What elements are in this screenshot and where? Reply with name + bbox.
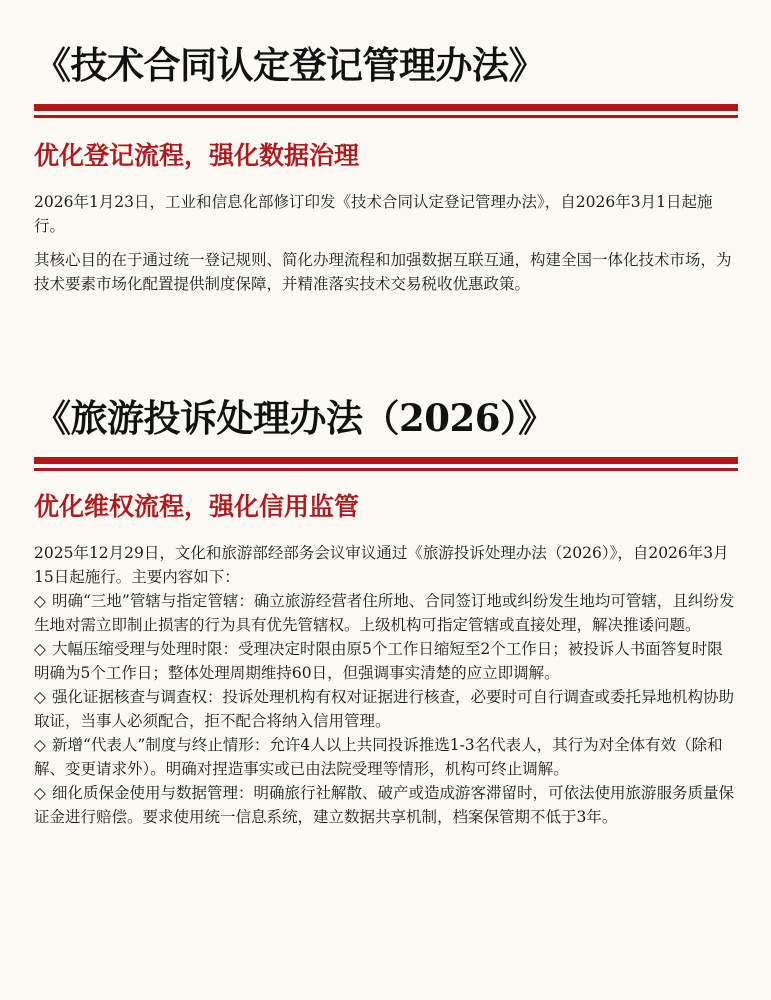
diamond-bullet-icon: ◇ [34,688,46,706]
list-item [34,589,738,637]
list-item [34,733,738,781]
diamond-bullet-icon: ◇ [34,592,46,610]
section-subtitle: 优化维权流程，强化信用监管 [34,492,360,521]
section-subtitle: 优化登记流程，强化数据治理 [34,141,360,170]
section-technology-contract [34,40,738,296]
diamond-bullet-icon: ◇ [34,736,46,754]
list-item [34,637,738,685]
title-divider-thin [34,468,738,471]
paragraph-intro: 2025年12月29日，文化和旅游部经部务会议审议通过《旅游投诉处理办法（2026）》，自2026年3月15日起施行。主要内容如下： [34,544,729,586]
section-title: 《旅游投诉处理办法（2026）》 [34,396,555,440]
section-tourism-complaint [34,393,738,829]
list-item [34,781,738,829]
diamond-bullet-icon: ◇ [34,784,46,802]
list-item-text: 新增“代表人”制度与终止情形：允许4人以上共同投诉推选1-3名代表人，其行为对全体有效（除和解、变更请求外）。明确对捏造事实或已由法院受理等情形，机构可终止调解。 [34,736,723,778]
list-item-text: 明确“三地”管辖与指定管辖：确立旅游经营者住所地、合同签订地或纠纷发生地均可管辖，且纠纷发生地对需立即制止损害的行为具有优先管辖权。上级机构可指定管辖或直接处理，解决推诿问题。 [34,592,735,634]
paragraph-effective-date: 2026年1月23日，工业和信息化部修订印发《技术合同认定登记管理办法》，自2026年3月1日起施行。 [34,193,713,235]
list-item-text: 强化证据核查与调查权：投诉处理机构有权对证据进行核查，必要时可自行调查或委托异地机构协助取证，当事人必须配合，拒不配合将纳入信用管理。 [34,688,735,730]
paragraph-purpose: 其核心目的在于通过统一登记规则、简化办理流程和加强数据互联互通，构建全国一体化技术市场，为技术要素市场化配置提供制度保障，并精准落实技术交易税收优惠政策。 [34,251,732,293]
title-divider-thin [34,115,738,118]
diamond-bullet-icon: ◇ [34,640,46,658]
title-divider-thick [34,104,738,111]
section-title: 《技术合同认定登记管理办法》 [34,43,545,87]
list-item [34,685,738,733]
list-item-text: 细化质保金使用与数据管理：明确旅行社解散、破产或造成游客滞留时，可依法使用旅游服务质量保证金进行赔偿。要求使用统一信息系统，建立数据共享机制，档案保管期不低于3年。 [34,784,735,826]
title-divider-thick [34,457,738,464]
list-item-text: 大幅压缩受理与处理时限：受理决定时限由原5个工作日缩短至2个工作日；被投诉人书面答复时限明确为5个工作日；整体处理周期维持60日，但强调事实清楚的应立即调解。 [34,640,723,682]
